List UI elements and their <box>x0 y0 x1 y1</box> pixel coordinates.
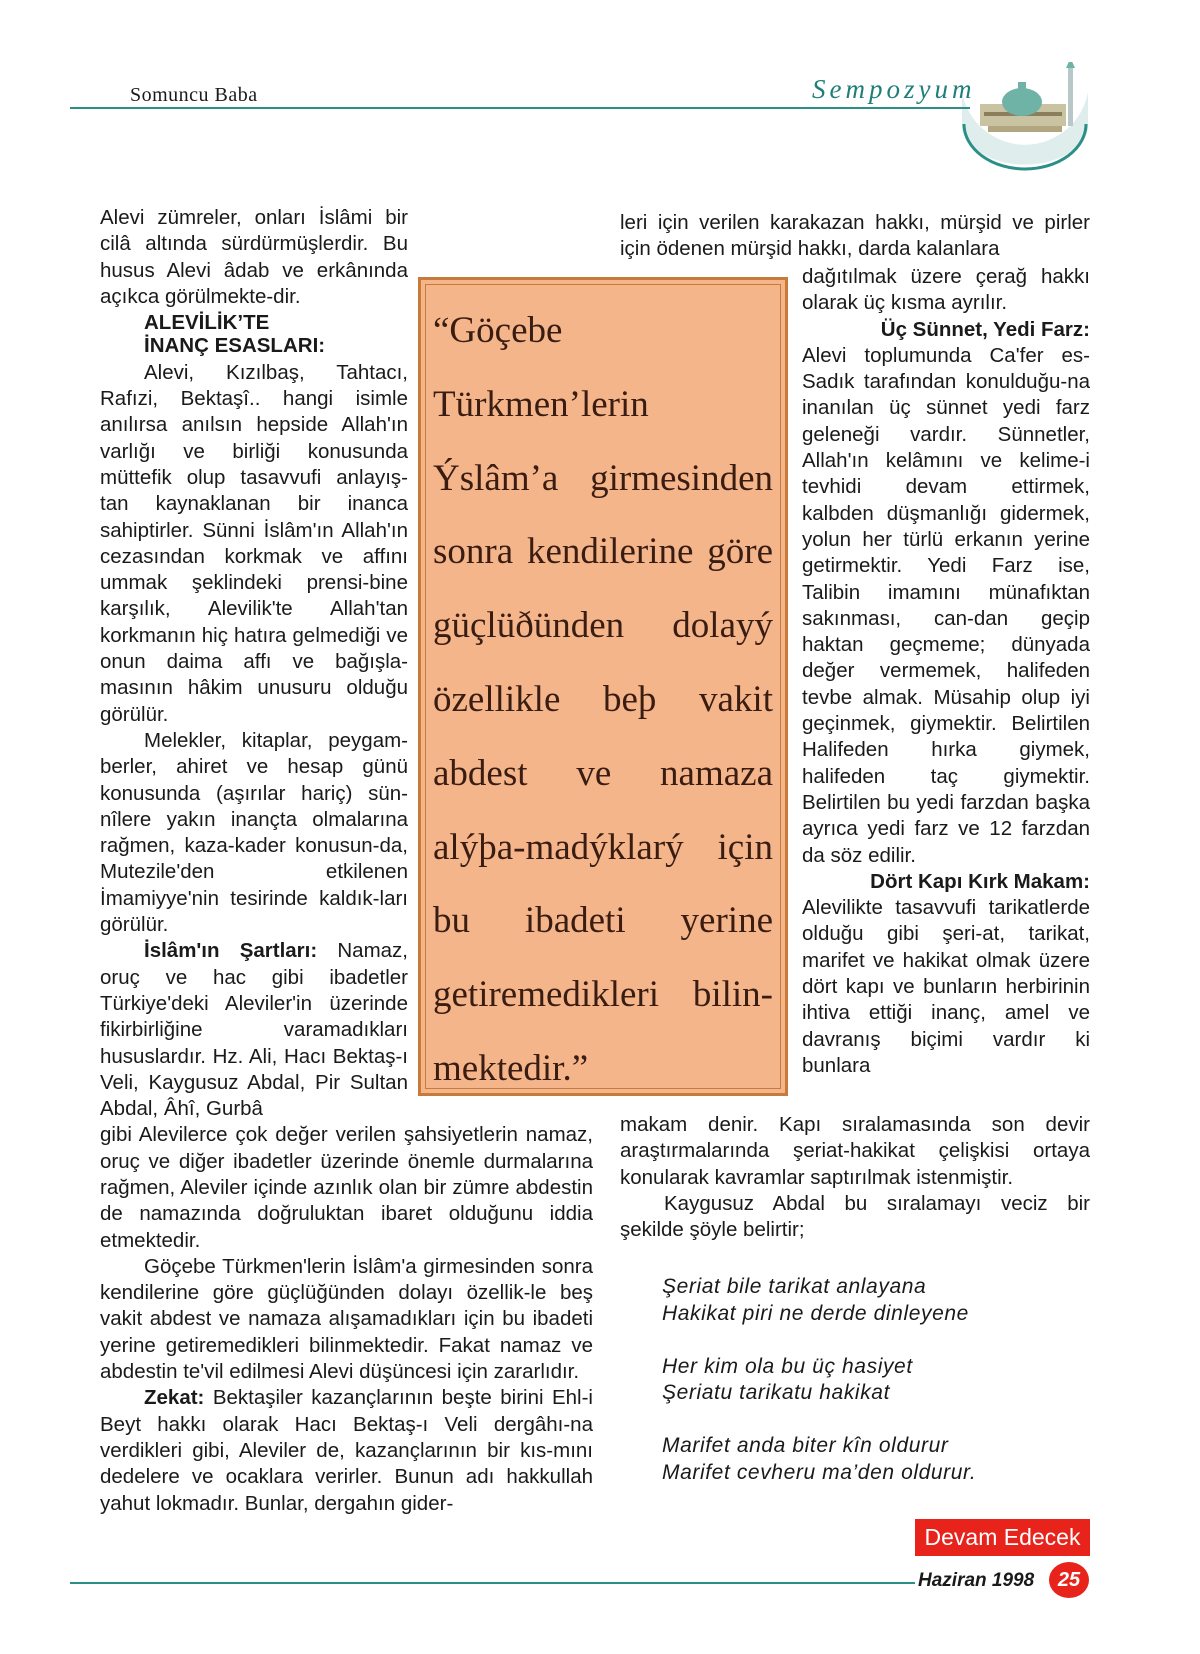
poem-line: Hakikat piri ne derde dinleyene <box>662 1301 969 1325</box>
inline-heading: İslâm'ın Şartları: <box>144 939 318 963</box>
poem-line: Marifet cevheru ma’den oldurur. <box>662 1460 977 1484</box>
paragraph-text: Bektaşiler kazançlarının beşte birini Ehl-i Beyt hakkı olarak Hacı Bektaş-ı Veli dergâhı-na verdikleri gibi, Aleviler de, kazançlarının bir kıs-mını dedelere ve ocaklara verirler. Bunun adı hakkullah yahut lokmadır. Bunlar, dergahın gider- <box>100 1386 593 1515</box>
paragraph: makam denir. Kapı sıralamasında son devir araştırmalarında şeriat-hakikat çelişkisi ortaya konularak kavramlar saptırılmak istenmiştir. <box>620 1113 1090 1189</box>
issue-date: Haziran 1998 <box>918 1570 1035 1591</box>
paragraph: leri için verilen karakazan hakkı, mürşid ve pirler için ödenen mürşid hakkı, darda kalanlara <box>620 211 1090 261</box>
poem-line: Şeriatu tarikatu hakikat <box>662 1381 891 1404</box>
section-heading: Dört Kapı Kırk Makam: <box>870 869 1090 893</box>
poem-stanza <box>662 1274 1102 1327</box>
mosque-logo-icon <box>960 62 1090 172</box>
pull-quote-box <box>418 277 788 1096</box>
section-heading: ALEVİLİK’TE <box>144 311 270 335</box>
paragraph: Alevi toplumunda Ca'fer es-Sadık tarafından konulduğu-na inanılan üç sünnet yedi farz geleneği vardır. Sünnetler, Allah'ın kelâmını ve kelime-i tevhidi devam ettirmek, kalbden düşmanlığı gidermek, yolun her türlü erkanın yerine getirmektir. Yedi Farz ise, Talibin imamını münafıktan sakınması, can-dan geçip haktan geçmeme; dünyada değer vermemek, halifeden tevbe almak. Müsahip olup iyi geçinmek, giymektir. Belirtilen Halifeden hırka giymek, halifeden taç giymektir. Belirtilen bu yedi farzdan başka ayrıca yedi farz ve 12 farzdan da söz edilir. <box>802 343 1090 867</box>
paragraph: Alevilikte tasavvufi tarikatlerde olduğu gibi şeri-at, tarikat, marifet ve hakikat olmak üzere dört kapı ve bunların herbirinin ihtiva ettiği inanç, amel ve davranış biçimi vardır ki bunlara <box>802 896 1090 1077</box>
page-number: 25 <box>1049 1562 1089 1598</box>
paragraph: Alevi, Kızılbaş, Tahtacı, Rafızi, Bektaşî.. hangi isimle anılırsa anılsın hepside Allah'ın varlığı ve birliği konusunda müttefik olup tasavvufi anlayış-tan kaynaklanan bir inanca sahiptirler. Sünni İslâm'ın Allah'ın cezasından korkmak ve affını ummak şeklindeki prensi-bine karşılık, Alevilik'te Allah'tan korkmanın hiç hatıra gelmediği ve onun daima affı ve bağışla-masının hâkim unusuru olduğu görülür. <box>100 360 408 726</box>
poem-line: Şeriat bile tarikat anlayana <box>662 1275 927 1298</box>
poem <box>662 1274 1102 1513</box>
section-title: Sempozyum <box>812 74 976 104</box>
section-heading: Üç Sünnet, Yedi Farz: <box>880 317 1090 341</box>
footer-rule <box>70 1582 915 1584</box>
section-heading: İNANÇ ESASLARI: <box>144 334 326 358</box>
header-rule <box>70 107 970 109</box>
column-right-bottom <box>620 1112 1090 1243</box>
poem-line: Her kim ola bu üç hasiyet <box>662 1354 913 1378</box>
paragraph: dağıtılmak üzere çerağ hakkı olarak üç kısma ayrılır. <box>802 265 1090 315</box>
paragraph: gibi Alevilerce çok değer verilen şahsiyetlerin namaz, oruç ve diğer ibadetler üzerinde önemle durmalarına rağmen, Aleviler içinde azınlık olan bir zümre abdestin de namazında doğruluktan ibaret olduğunu iddia etmektedir. <box>100 1123 593 1252</box>
continued-badge: Devam Edecek <box>915 1519 1090 1556</box>
poem-stanza <box>662 1433 1102 1486</box>
paragraph: Melekler, kitaplar, peygam-berler, ahiret ve hesap günü konusunda (aşırılar hariç) sün-nîlere yakın inançta olmalarına rağmen, kaza-kader konusun-da, Mutezile'den etkilenen İmamiyye'nin tesirinde kaldık-ları görülür. <box>100 728 408 937</box>
magazine-name: Somuncu Baba <box>130 84 258 106</box>
poem-stanza <box>662 1354 1102 1407</box>
paragraph <box>100 1385 593 1516</box>
paragraph: Göçebe Türkmen'lerin İslâm'a girmesinden sonra kendilerine göre güçlüğünden dolayı özellik-le beş vakit abdest ve namaza alışamadıkları için bu ibadeti yerine getiremedikleri bilinmektedir. Fakat namaz ve abdestin te'vil edilmesi Alevi düşüncesi için zararlıdır. <box>100 1254 593 1384</box>
paragraph: Alevi zümreler, onları İslâmi bir cilâ altında sürdürmüşlerdir. Bu husus Alevi âdab ve erkânında açıkca görülmekte-dir. <box>100 206 408 308</box>
column-right-narrow <box>802 264 1090 1079</box>
pull-quote-text: “Göçebe Türkmen’lerin Ýslâm’a girmesinden sonra kendilerine göre güçlüðünden dolayý özellikle beþ vakit abdest ve namaza alýþa-madýklarý için bu ibadeti yerine getiremedikleri bilin-mektedir.” <box>433 310 773 1089</box>
poem-line: Marifet anda biter kîn oldurur <box>662 1434 949 1457</box>
inline-heading: Zekat: <box>144 1386 205 1410</box>
column-right-top <box>620 210 1090 263</box>
paragraph <box>100 938 408 1122</box>
paragraph: Kaygusuz Abdal bu sıralamayı veciz bir şekilde şöyle belirtir; <box>620 1191 1090 1242</box>
paragraph-text: Namaz, oruç ve hac gibi ibadetler Türkiye'deki Aleviler'in üzerinde fikirbirliğine varamadıkları hususlardır. Hz. Ali, Hacı Bektaş-ı Veli, Kaygusuz Abdal, Pir Sultan Abdal, Âhî, Gurbâ <box>100 939 409 1121</box>
